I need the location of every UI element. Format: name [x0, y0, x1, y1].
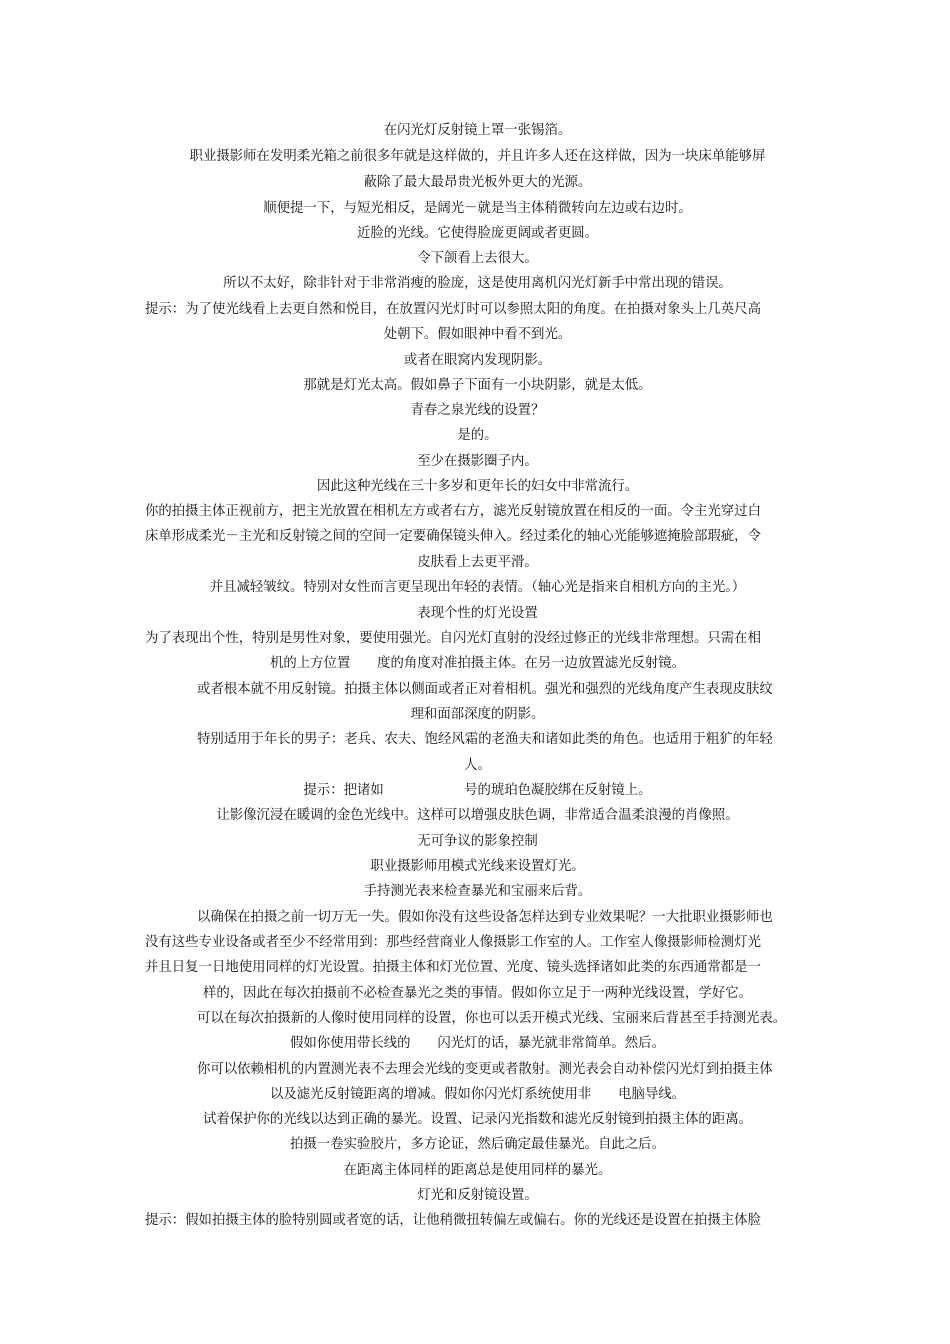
- text-line: 在闪光灯反射镜上罩一张锡箔。: [383, 123, 572, 138]
- text-line: 提示：为了使光线看上去更自然和悦目，在放置闪光灯时可以参照太阳的角度。在拍摄对象头上几英尺高: [145, 302, 761, 317]
- text-line: 令下颌看上去很大。: [417, 251, 538, 266]
- text-line: 床单形成柔光－主光和反射镜之间的空间一定要确保镜头伸入。经过柔化的轴心光能够遮掩脸部瑕疵，令: [145, 529, 761, 544]
- text-line: 近脸的光线。它使得脸庞更阔或者更圆。: [356, 226, 599, 241]
- text-line: 假如你使用带长线的 闪光灯的话，暴光就非常简单。然后。: [290, 1036, 665, 1051]
- text-line: 提示：假如拍摄主体的脸特别圆或者宽的话，让他稍微扭转偏左或偏右。你的光线还是设置在拍摄主体脸: [145, 1213, 761, 1228]
- text-line: 拍摄一卷实验胶片，多方论证，然后确定最佳暴光。自此之后。: [290, 1137, 665, 1152]
- text-line: 灯光和反射镜设置。: [417, 1188, 538, 1203]
- text-line: 处朝下。假如眼神中看不到光。: [383, 327, 572, 342]
- text-line: 并且日复一日地使用同样的灯光设置。拍摄主体和灯光位置、光度、镜头选择诸如此类的东西通常都是一: [145, 960, 761, 975]
- text-line: 职业摄影师在发明柔光箱之前很多年就是这样做的，并且许多人还在这样做，因为一块床单能够屏: [189, 149, 766, 164]
- text-line: 职业摄影师用模式光线来设置灯光。: [370, 859, 585, 874]
- text-line: 以确保在拍摄之前一切万无一失。假如你没有这些设备怎样达到专业效果呢？一大批职业摄影师也: [197, 910, 773, 925]
- text-line: 以及滤光反射镜距离的增减。假如你闪光灯系统使用非 电脑导线。: [269, 1087, 686, 1102]
- text-line: 在距离主体同样的距离总是使用同样的暴光。: [343, 1163, 612, 1178]
- text-line: 所以不太好，除非针对于非常消瘦的脸庞，这是使用离机闪光灯新手中常出现的错误。: [223, 276, 732, 291]
- text-line: 并且减轻皱纹。特别对女性而言更呈现出年轻的表情。（轴心光是指来自相机方向的主光。）: [209, 580, 746, 595]
- text-line: 为了表现出个性，特别是男性对象，要使用强光。自闪光灯直射的没经过修正的光线非常理想。只需在相: [145, 631, 761, 646]
- text-line: 那就是灯光太高。假如鼻子下面有一小块阴影，就是太低。: [303, 378, 652, 393]
- text-line: 青春之泉光线的设置？: [410, 403, 545, 418]
- text-line: 让影像沉浸在暖调的金色光线中。这样可以增强皮肤色调，非常适合温柔浪漫的肖像照。: [216, 808, 739, 823]
- text-line: 皮肤看上去更平滑。: [417, 555, 538, 570]
- text-line: 理和面部深度的阴影。: [410, 707, 545, 722]
- text-line: 因此这种光线在三十多岁和更年长的妇女中非常流行。: [316, 479, 639, 494]
- text-line: 特别适用于年长的男子：老兵、农夫、饱经风霜的老渔夫和诸如此类的角色。也适用于粗犷的年轻: [197, 732, 773, 747]
- text-line: 或者根本就不用反射镜。拍摄主体以侧面或者正对着相机。强光和强烈的光线角度产生表现皮肤纹: [197, 682, 773, 697]
- text-line: 或者在眼窝内发现阴影。: [403, 353, 552, 368]
- text-line: 提示：把诸如 号的琥珀色凝胶绑在反射镜上。: [303, 783, 652, 798]
- text-line: 你可以依赖相机的内置测光表不去理会光线的变更或者散射。测光表会自动补偿闪光灯到拍摄主体: [197, 1062, 773, 1077]
- text-line: 可以在每次拍摄新的人像时使用同样的设置，你也可以丢开模式光线、宝丽来后背甚至手持测光表。: [197, 1011, 787, 1026]
- text-line: 手持测光表来检查暴光和宝丽来后背。: [363, 884, 592, 899]
- text-line: 无可争议的影象控制: [417, 834, 538, 849]
- text-line: 蔽除了最大最昂贵光板外更大的光源。: [363, 175, 592, 190]
- text-line: 是的。: [457, 428, 498, 443]
- text-line: 试着保护你的光线以达到正确的暴光。设置、记录闪光指数和滤光反射镜到拍摄主体的距离。: [202, 1112, 752, 1127]
- text-line: 没有这些专业设备或者至少不经常用到：那些经营商业人像摄影工作室的人。工作室人像摄影师检测灯光: [145, 935, 761, 950]
- text-line: 机的上方位置 度的角度对准拍摄主体。在另一边放置滤光反射镜。: [269, 656, 686, 671]
- text-line: 表现个性的灯光设置: [417, 606, 538, 621]
- text-line: 你的拍摄主体正视前方，把主光放置在相机左方或者右方，滤光反射镜放置在相反的一面。令主光穿过白: [145, 504, 761, 519]
- text-line: 至少在摄影圈子内。: [417, 454, 538, 469]
- text-line: 样的，因此在每次拍摄前不必检查暴光之类的事情。假如你立足于一两种光线设置，学好它。: [202, 986, 752, 1001]
- text-line: 人。: [464, 758, 491, 773]
- text-line: 顺便提一下，与短光相反，是阔光－就是当主体稍微转向左边或右边时。: [263, 201, 692, 216]
